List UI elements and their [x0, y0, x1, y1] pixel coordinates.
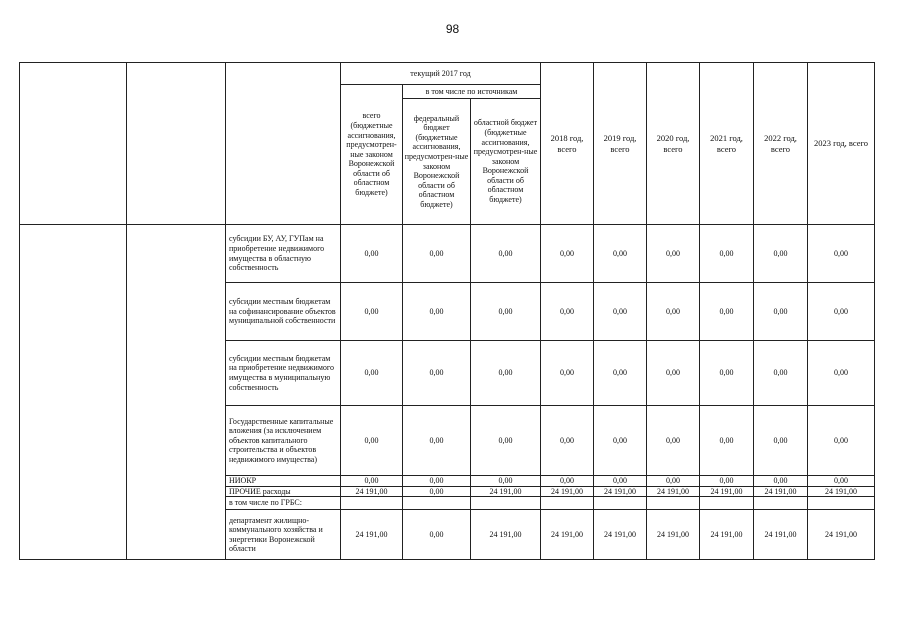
value-cell: 0,00 — [754, 283, 808, 341]
value-cell: 24 191,00 — [700, 510, 754, 560]
value-cell: 24 191,00 — [594, 510, 647, 560]
value-cell: 0,00 — [808, 225, 875, 283]
value-cell: 0,00 — [403, 406, 471, 476]
row-label: департамент жилищно-коммунального хозяйства и энергетики Воронежской области — [226, 510, 341, 560]
row-label: в том числе по ГРБС: — [226, 497, 341, 510]
value-cell: 0,00 — [403, 225, 471, 283]
table-row — [20, 225, 875, 283]
value-cell — [541, 497, 594, 510]
value-cell: 24 191,00 — [471, 486, 541, 497]
value-cell: 0,00 — [808, 476, 875, 487]
blank-cell — [226, 63, 341, 225]
value-cell: 0,00 — [471, 283, 541, 341]
value-cell: 24 191,00 — [647, 510, 700, 560]
value-cell: 0,00 — [341, 283, 403, 341]
header-row-1 — [20, 63, 875, 85]
value-cell: 0,00 — [594, 476, 647, 487]
value-cell: 0,00 — [471, 406, 541, 476]
value-cell: 0,00 — [541, 283, 594, 341]
value-cell: 0,00 — [341, 225, 403, 283]
value-cell: 24 191,00 — [808, 510, 875, 560]
row-label: Государственные капитальные вложения (за исключением объектов капитального строительства и объектов недвижимого имущества) — [226, 406, 341, 476]
row-label: НИОКР — [226, 476, 341, 487]
value-cell: 0,00 — [471, 476, 541, 487]
row-label: ПРОЧИЕ расходы — [226, 486, 341, 497]
value-cell: 0,00 — [341, 476, 403, 487]
value-cell: 24 191,00 — [647, 486, 700, 497]
value-cell: 0,00 — [808, 406, 875, 476]
value-cell: 24 191,00 — [594, 486, 647, 497]
value-cell: 0,00 — [700, 476, 754, 487]
value-cell — [341, 497, 403, 510]
value-cell: 0,00 — [594, 406, 647, 476]
value-cell: 0,00 — [754, 406, 808, 476]
value-cell — [471, 497, 541, 510]
value-cell: 0,00 — [647, 406, 700, 476]
program-name-cell — [127, 225, 226, 560]
value-cell: 0,00 — [403, 341, 471, 406]
value-cell: 0,00 — [700, 283, 754, 341]
value-cell: 0,00 — [403, 476, 471, 487]
value-cell: 24 191,00 — [541, 486, 594, 497]
value-cell: 24 191,00 — [341, 510, 403, 560]
year-2018-header: 2018 год, всего — [541, 63, 594, 225]
current-year-header: текущий 2017 год — [341, 63, 541, 85]
year-2023-header: 2023 год, всего — [808, 63, 875, 225]
value-cell: 0,00 — [700, 225, 754, 283]
value-cell: 0,00 — [647, 476, 700, 487]
value-cell: 24 191,00 — [700, 486, 754, 497]
value-cell: 0,00 — [754, 476, 808, 487]
value-cell: 0,00 — [594, 283, 647, 341]
value-cell — [594, 497, 647, 510]
value-cell: 0,00 — [541, 225, 594, 283]
value-cell: 0,00 — [754, 341, 808, 406]
value-cell: 0,00 — [403, 486, 471, 497]
federal-budget-header: федеральный бюджет (бюджетные ассигнования, предусмотрен-ные законом Воронежской области об областном бюджете) — [403, 99, 471, 225]
blank-cell — [20, 63, 127, 225]
blank-cell — [127, 63, 226, 225]
value-cell: 0,00 — [471, 341, 541, 406]
value-cell — [808, 497, 875, 510]
regional-budget-header: областной бюджет (бюджетные ассигнования, предусмотрен-ные законом Воронежской области об областном бюджете) — [471, 99, 541, 225]
budget-table — [19, 62, 875, 560]
value-cell — [700, 497, 754, 510]
value-cell: 0,00 — [808, 341, 875, 406]
page-number: 98 — [445, 22, 460, 36]
program-cell — [20, 225, 127, 560]
value-cell: 0,00 — [594, 341, 647, 406]
value-cell: 0,00 — [647, 225, 700, 283]
value-cell: 0,00 — [403, 510, 471, 560]
value-cell: 24 191,00 — [808, 486, 875, 497]
year-2020-header: 2020 год, всего — [647, 63, 700, 225]
value-cell: 0,00 — [541, 476, 594, 487]
row-label: субсидии местным бюджетам на приобретение недвижимого имущества в муниципальную собственность — [226, 341, 341, 406]
value-cell: 0,00 — [471, 225, 541, 283]
value-cell: 0,00 — [541, 341, 594, 406]
value-cell: 0,00 — [341, 341, 403, 406]
value-cell — [754, 497, 808, 510]
value-cell: 0,00 — [700, 406, 754, 476]
row-label: субсидии местным бюджетам на софинансирование объектов муниципальной собственности — [226, 283, 341, 341]
value-cell — [403, 497, 471, 510]
value-cell: 0,00 — [647, 341, 700, 406]
value-cell: 0,00 — [700, 341, 754, 406]
year-2022-header: 2022 год, всего — [754, 63, 808, 225]
value-cell: 0,00 — [341, 406, 403, 476]
value-cell: 24 191,00 — [754, 510, 808, 560]
value-cell: 24 191,00 — [341, 486, 403, 497]
year-2019-header: 2019 год, всего — [594, 63, 647, 225]
row-label: субсидии БУ, АУ, ГУПам на приобретение недвижимого имущества в областную собственность — [226, 225, 341, 283]
value-cell: 0,00 — [808, 283, 875, 341]
value-cell: 0,00 — [594, 225, 647, 283]
value-cell: 24 191,00 — [754, 486, 808, 497]
value-cell: 0,00 — [541, 406, 594, 476]
year-2021-header: 2021 год, всего — [700, 63, 754, 225]
value-cell: 24 191,00 — [471, 510, 541, 560]
value-cell: 0,00 — [754, 225, 808, 283]
value-cell: 24 191,00 — [541, 510, 594, 560]
value-cell — [647, 497, 700, 510]
value-cell: 0,00 — [403, 283, 471, 341]
value-cell: 0,00 — [647, 283, 700, 341]
total-budget-header: всего (бюджетные ассигнования, предусмотрен-ные законом Воронежской области об областном бюджете) — [341, 85, 403, 225]
by-sources-header: в том числе по источникам — [403, 85, 541, 99]
